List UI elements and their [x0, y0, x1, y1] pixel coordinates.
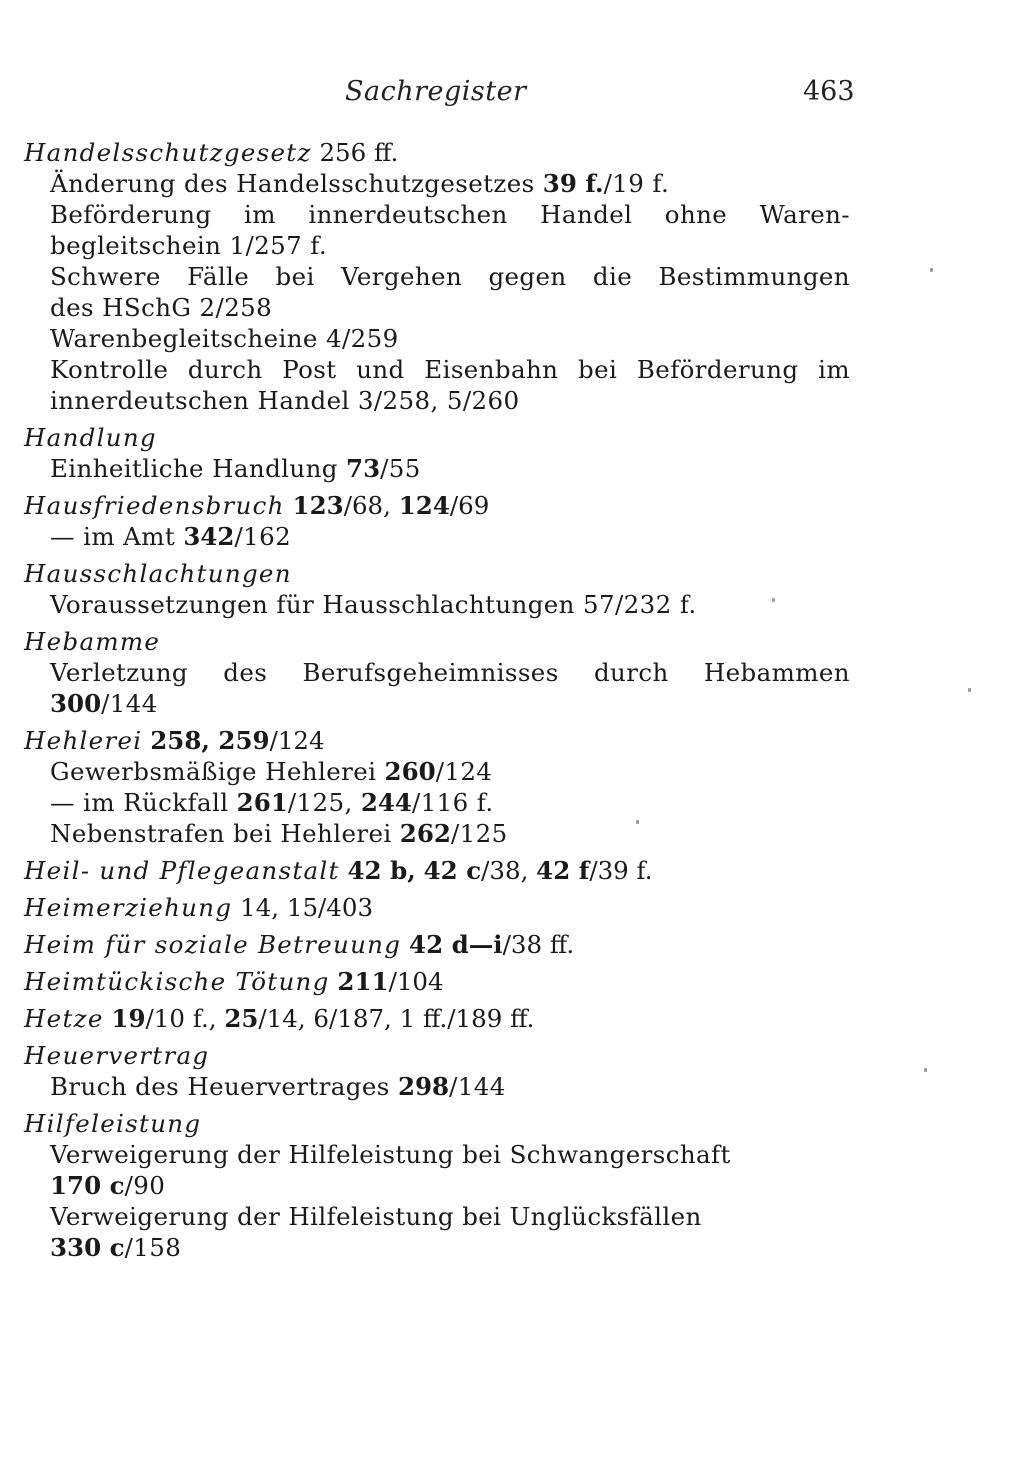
subentry-ref-bold: 298 — [397, 1072, 450, 1101]
subentry-line — [24, 453, 854, 484]
entry-ref: /14, 6/187, 1 ff./189 ff. — [258, 1004, 535, 1033]
subentry-ref-bold: 330 c — [50, 1233, 125, 1262]
entry-term: Hehlerei — [24, 726, 143, 755]
index-entry-handlung — [24, 422, 854, 484]
entry-ref-bold: 19 — [111, 1004, 146, 1033]
entry-ref: /39 f. — [589, 856, 653, 885]
entry-term: Heuervertrag — [24, 1041, 210, 1070]
entry-heading — [24, 137, 854, 168]
subentry-ref: /125, — [287, 788, 361, 817]
subentry-text: — im Rückfall — [50, 788, 237, 817]
scan-speck — [930, 268, 933, 272]
subentry-ref: /90 — [124, 1171, 166, 1200]
index-entry-heil-und-pflegeanstalt — [24, 855, 854, 886]
entry-ref: /10 f., — [145, 1004, 225, 1033]
subentry-ref-bold: 244 — [360, 788, 412, 817]
scan-speck — [968, 688, 971, 692]
subentry-ref-bold: 342 — [183, 522, 235, 551]
subentry-line: Beförderung im innerdeutschen Handel ohne Waren- — [50, 200, 850, 229]
entry-ref-bold: 124 — [398, 491, 450, 520]
index-entry-handelsschutzgesetz — [24, 137, 854, 416]
subentry-line — [24, 1071, 854, 1102]
index-entry-heim-fuer-soziale-betreuung — [24, 929, 854, 960]
scan-speck — [772, 598, 775, 602]
entry-ref-bold: 123 — [292, 491, 344, 520]
entry-ref: /38, — [481, 856, 537, 885]
entry-ref-bold: 258, 259 — [150, 726, 270, 755]
subentry-ref: /125 — [450, 819, 508, 848]
subentry-text: — im Amt — [50, 522, 184, 551]
entry-heading — [24, 929, 854, 960]
subentry-ref: /144 — [449, 1072, 506, 1101]
subentry-line: Verweigerung der Hilfeleistung bei Schwangerschaft — [50, 1140, 731, 1169]
index-entry-hebamme — [24, 626, 854, 719]
subentry-ref: /116 f. — [411, 788, 494, 817]
subentry-line: Verweigerung der Hilfeleistung bei Unglücksfällen — [50, 1202, 702, 1231]
subentry-ref-bold: 262 — [399, 819, 451, 848]
index-entry-hausfriedensbruch — [24, 490, 854, 552]
index-entry-heuervertrag — [24, 1040, 854, 1102]
entry-heading — [24, 725, 854, 756]
entry-ref-bold: 25 — [224, 1004, 259, 1033]
entry-ref: /124 — [269, 726, 325, 755]
subentry-ref-bold: 39 f. — [542, 169, 604, 198]
index-entry-hausschlachtungen — [24, 558, 854, 620]
index-entry-heimtueckische-toetung — [24, 966, 854, 997]
subentry-ref: /124 — [435, 757, 493, 786]
entry-refs: 256 ff. — [311, 138, 399, 167]
subentry-line — [24, 168, 854, 199]
subentry-line: begleitschein 1/257 f. — [50, 231, 328, 260]
subentry-text: Gewerbsmäßige Hehlerei — [50, 757, 385, 786]
scan-speck — [636, 820, 639, 824]
subentry-line: des HSchG 2/258 — [50, 293, 273, 322]
subentry-line: Kontrolle durch Post und Eisenbahn bei Beförderung im — [50, 355, 850, 384]
subentry-line — [24, 818, 854, 849]
index-entry-hehlerei — [24, 725, 854, 849]
entry-term: Handlung — [24, 423, 157, 452]
entry-ref: /68, — [343, 491, 399, 520]
entry-ref: /104 — [388, 967, 444, 996]
entry-heading — [24, 855, 854, 886]
entry-term: Hilfeleistung — [24, 1109, 202, 1138]
subentry-text: Änderung des Handelsschutzgesetzes — [50, 169, 543, 198]
subentry-text: Nebenstrafen bei Hehlerei — [50, 819, 400, 848]
entry-refs: 14, 15/403 — [232, 893, 374, 922]
subentry-ref: /144 — [101, 689, 158, 718]
entry-term: Hebamme — [24, 627, 161, 656]
entry-heading — [24, 1003, 854, 1034]
subentry-line: Warenbegleitscheine 4/259 — [50, 324, 399, 353]
subentry-ref-bold: 261 — [236, 788, 288, 817]
subentry-ref: /19 f. — [603, 169, 670, 198]
entry-ref: /69 — [449, 491, 490, 520]
subentry-line — [24, 787, 854, 818]
subentry-ref-bold: 260 — [384, 757, 436, 786]
subentry-line — [24, 1170, 854, 1201]
index-entry-heimerziehung — [24, 892, 854, 923]
entry-ref-bold: 42 b, — [347, 856, 416, 885]
subentry-line: innerdeutschen Handel 3/258, 5/260 — [50, 386, 520, 415]
entry-ref-bold: 211 — [337, 967, 389, 996]
subentry-ref-bold: 170 c — [50, 1171, 125, 1200]
entry-term: Heil- und Pflegeanstalt — [24, 856, 340, 885]
entry-heading — [24, 966, 854, 997]
subject-index — [24, 137, 854, 1263]
subentry-line — [24, 756, 854, 787]
entry-ref-bold: 42 c — [423, 856, 482, 885]
entry-term: Heim für soziale Betreuung — [24, 930, 402, 959]
entry-heading — [24, 490, 854, 521]
subentry-ref: /55 — [380, 454, 421, 483]
entry-ref: /38 ff. — [502, 930, 575, 959]
index-entry-hilfeleistung — [24, 1108, 854, 1263]
subentry-line — [24, 688, 854, 719]
entry-term: Handelsschutzgesetz — [24, 138, 312, 167]
scan-speck — [924, 1068, 927, 1072]
subentry-line: Verletzung des Berufsgeheimnisses durch Hebammen — [50, 658, 850, 687]
page-number: 463 — [803, 76, 855, 107]
entry-ref-bold: 42 d—i — [409, 930, 503, 959]
entry-ref — [416, 856, 424, 885]
subentry-line — [24, 1232, 854, 1263]
entry-term: Hausschlachtungen — [24, 559, 292, 588]
entry-term: Hetze — [24, 1004, 104, 1033]
subentry-ref-bold: 73 — [346, 454, 381, 483]
subentry-ref-bold: 300 — [50, 689, 102, 718]
entry-term: Hausfriedensbruch — [24, 491, 285, 520]
entry-ref-bold: 42 f — [536, 856, 590, 885]
entry-term: Heimtückische Tötung — [24, 967, 330, 996]
running-head: Sachregister — [345, 76, 527, 107]
entry-heading — [24, 892, 854, 923]
entry-term: Heimerziehung — [24, 893, 233, 922]
subentry-text: Bruch des Heuervertrages — [50, 1072, 398, 1101]
index-entry-hetze — [24, 1003, 854, 1034]
subentry-ref: /162 — [234, 522, 292, 551]
subentry-line — [24, 521, 854, 552]
subentry-line: Schwere Fälle bei Vergehen gegen die Bestimmungen — [50, 262, 850, 291]
subentry-ref: /158 — [124, 1233, 182, 1262]
subentry-line: Voraussetzungen für Hausschlachtungen 57/232 f. — [50, 590, 697, 619]
subentry-text: Einheitliche Handlung — [50, 454, 347, 483]
